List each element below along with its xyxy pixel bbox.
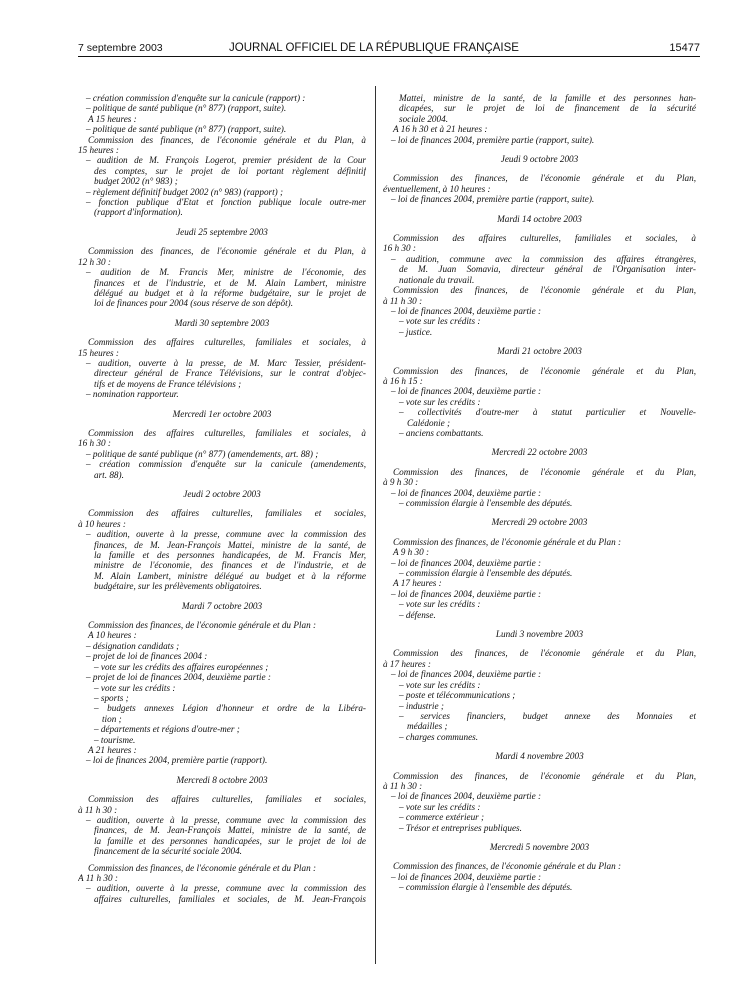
text-line: financement de la sécurité sociale 2004.: [94, 846, 242, 857]
text-line: Commission des affaires culturelles, familiales et sociales,: [88, 508, 366, 519]
text-line: – fonction publique d'Etat et fonction publique locale outre-mer: [86, 197, 366, 208]
text-line: – justice.: [399, 326, 433, 337]
section-date-heading: Mardi 21 octobre 2003: [497, 346, 582, 357]
text-line: – vote sur les crédits :: [94, 682, 176, 693]
text-line: A 16 h 30 et à 21 heures :: [393, 124, 488, 135]
text-line: à 17 heures :: [383, 658, 431, 669]
text-line: à 9 h 30 :: [383, 477, 419, 488]
text-line: à 11 h 30 :: [383, 295, 423, 306]
text-line: Commission des finances, de l'économie générale et du Plan :: [393, 861, 622, 872]
text-line: – vote sur les crédits :: [399, 316, 481, 327]
text-line: A 21 heures :: [88, 744, 137, 755]
text-line: 16 h 30 :: [78, 438, 111, 449]
text-line: – défense.: [399, 609, 436, 620]
text-line: à 11 h 30 :: [78, 804, 118, 815]
text-line: – vote sur les crédits des affaires européennes ;: [94, 661, 269, 672]
text-line: finances, de M. Jean-François Mattei, ministre de la santé, de: [94, 825, 366, 836]
text-line: – règlement définitif budget 2002 (n° 983) (rapport) ;: [86, 186, 284, 197]
section-date-heading: Mardi 14 octobre 2003: [497, 213, 582, 224]
text-line: – désignation candidats ;: [86, 640, 180, 651]
text-line: Commission des finances, de l'économie générale et du Plan,: [393, 770, 696, 781]
text-line: A 11 h 30 :: [78, 873, 118, 883]
text-line: – loi de finances 2004, première partie (rapport, suite).: [391, 194, 595, 205]
section-date-heading: Mercredi 8 octobre 2003: [176, 774, 268, 785]
text-line: Mattei, ministre de la santé, de la famille et des personnes han-: [399, 93, 696, 103]
text-line: – projet de loi de finances 2004, deuxième partie :: [86, 672, 271, 683]
text-line: – vote sur les crédits :: [399, 396, 481, 407]
text-line: – loi de finances 2004, deuxième partie :: [391, 791, 542, 802]
text-line: – politique de santé publique (n° 877) (rapport, suite).: [86, 103, 287, 114]
text-line: A 10 heures :: [88, 630, 137, 641]
text-line: – commission élargie à l'ensemble des députés.: [399, 498, 573, 508]
text-line: Commission des finances, de l'économie générale et du Plan :: [88, 620, 317, 631]
text-line: art. 88).: [94, 469, 124, 480]
text-line: Commission des finances, de l'économie générale et du Plan :: [393, 536, 622, 547]
header-rule: [78, 56, 700, 57]
text-line: – Trésor et entreprises publiques.: [399, 822, 522, 833]
text-line: finances et de l'industrie, et de M. Alain Lambert, ministre: [94, 277, 366, 288]
text-line: – nomination rapporteur.: [86, 389, 179, 400]
text-line: – loi de finances 2004, deuxième partie :: [391, 557, 542, 568]
text-line: Calédonie ;: [407, 417, 451, 428]
text-line: sociale 2004.: [399, 113, 448, 124]
text-line: – loi de finances 2004, deuxième partie :: [391, 588, 542, 599]
text-line: – politique de santé publique (n° 877) (amendements, art. 88) ;: [86, 448, 319, 459]
text-line: dicapées, sur le projet de loi de financement de la sécurité: [399, 103, 696, 114]
text-line: budget 2002 (n° 983) ;: [94, 176, 178, 187]
text-line: Commission des finances, de l'économie générale et du Plan,: [393, 365, 696, 376]
text-line: 12 h 30 :: [78, 256, 111, 267]
text-line: Commission des affaires culturelles, familiales et sociales, à: [88, 337, 366, 348]
text-line: – départements et régions d'outre-mer ;: [94, 724, 240, 735]
text-line: tion ;: [102, 713, 122, 724]
text-line: – collectivités d'outre-mer à statut particulier et Nouvelle-: [399, 407, 696, 418]
text-line: budgétaire, sur les prélèvements obligatoires.: [94, 581, 262, 592]
section-date-heading: Mercredi 1er octobre 2003: [172, 408, 272, 419]
text-line: 15 heures :: [78, 145, 119, 156]
text-line: délégué au budget et à la réforme budgétaire, sur le projet de: [94, 287, 366, 298]
text-line: – services financiers, budget annexe des Monnaies et: [399, 710, 696, 721]
text-line: Commission des finances, de l'économie générale et du Plan, à: [88, 134, 366, 145]
text-line: – anciens combattants.: [399, 427, 484, 438]
text-line: – sports ;: [94, 692, 129, 703]
text-line: – audition de M. François Logerot, premier président de la Cour: [86, 155, 366, 166]
text-line: – charges communes.: [399, 731, 479, 742]
section-date-heading: Mercredi 5 novembre 2003: [489, 841, 590, 852]
text-line: 15 heures :: [78, 347, 119, 358]
right-column: [383, 93, 696, 893]
text-line: directeur général de France Télévisions, sur le contrat d'objec-: [94, 368, 366, 379]
text-line: A 9 h 30 :: [393, 547, 430, 558]
text-line: – vote sur les crédits :: [399, 801, 481, 812]
text-line: – poste et télécommunications ;: [399, 690, 516, 701]
text-line: ministre de l'économie, des finances et de l'industrie, et de: [94, 560, 366, 571]
text-line: – loi de finances 2004, deuxième partie :: [391, 305, 542, 316]
text-line: Commission des finances, de l'économie générale et du Plan,: [393, 648, 696, 659]
text-line: la famille et des personnes handicapées, sur le projet de loi de: [94, 835, 366, 846]
column-divider: [375, 86, 376, 964]
text-line: – industrie ;: [399, 700, 444, 711]
text-line: – audition, ouverte à la presse, de M. Marc Tessier, président-: [86, 357, 366, 368]
text-line: 16 h 30 :: [383, 243, 416, 254]
text-line: – loi de finances 2004, première partie (rapport).: [86, 755, 268, 766]
text-line: à 16 h 15 :: [383, 375, 423, 386]
text-line: – loi de finances 2004, première partie (rapport, suite).: [391, 134, 595, 145]
text-line: Commission des finances, de l'économie générale et du Plan,: [393, 466, 696, 477]
left-column: [78, 93, 366, 904]
text-line: tifs et de moyens de France télévisions ;: [94, 378, 242, 389]
text-line: M. Alain Lambert, ministre délégué au budget et à la réforme: [94, 570, 366, 581]
section-date-heading: Mardi 4 novembre 2003: [495, 751, 584, 762]
text-line: – vote sur les crédits :: [399, 599, 481, 610]
text-line: – budgets annexes Légion d'honneur et ordre de la Libéra-: [94, 703, 366, 714]
text-line: – commerce extérieur ;: [399, 812, 485, 823]
text-line: – création commission d'enquête sur la canicule (rapport) :: [86, 93, 306, 103]
text-line: (rapport d'information).: [94, 207, 183, 218]
text-line: – commission élargie à l'ensemble des députés.: [399, 568, 573, 579]
text-line: – audition, ouverte à la presse, commune avec la commission des: [86, 529, 366, 540]
header-date: 7 septembre 2003: [78, 42, 163, 54]
text-line: – loi de finances 2004, deuxième partie :: [391, 669, 542, 680]
section-date-heading: Lundi 3 novembre 2003: [495, 629, 584, 640]
text-line: finances, de M. Jean-François Mattei, ministre de la santé, de: [94, 539, 366, 550]
text-line: – audition de M. Francis Mer, ministre de l'économie, des: [86, 267, 366, 278]
text-line: affaires culturelles, familiales et sociales, de M. Jean-François: [94, 893, 366, 904]
section-date-heading: Mercredi 22 octobre 2003: [491, 447, 588, 458]
text-line: – loi de finances 2004, deuxième partie :: [391, 487, 542, 498]
text-line: – loi de finances 2004, deuxième partie :: [391, 871, 542, 882]
text-line: – audition, ouverte à la presse, commune avec la commission des: [86, 814, 366, 825]
text-line: A 15 heures :: [88, 113, 137, 124]
text-line: Commission des finances, de l'économie générale et du Plan,: [393, 285, 696, 296]
text-line: Commission des finances, de l'économie générale et du Plan :: [88, 862, 317, 873]
text-line: loi de finances pour 2004 (sous réserve de son dépôt).: [94, 298, 294, 309]
text-line: à 11 h 30 :: [383, 780, 423, 791]
section-date-heading: Mercredi 29 octobre 2003: [491, 517, 588, 528]
text-line: Commission des affaires culturelles, familiales et sociales,: [88, 794, 366, 805]
text-line: – loi de finances 2004, deuxième partie :: [391, 386, 542, 397]
text-line: – audition, ouverte à la presse, commune avec la commission des: [86, 883, 366, 894]
section-date-heading: Jeudi 25 septembre 2003: [176, 226, 268, 237]
page-number: 15477: [669, 42, 700, 54]
text-line: – politique de santé publique (n° 877) (rapport, suite).: [86, 124, 287, 135]
section-date-heading: Jeudi 9 octobre 2003: [500, 154, 579, 165]
text-line: A 17 heures :: [393, 578, 442, 589]
text-line: nationale du travail.: [399, 274, 475, 285]
text-line: – vote sur les crédits :: [399, 679, 481, 690]
section-date-heading: Jeudi 2 octobre 2003: [183, 489, 261, 499]
text-line: éventuellement, à 10 heures :: [383, 183, 491, 194]
text-line: Commission des finances, de l'économie générale et du Plan, à: [88, 246, 366, 257]
text-line: – création commission d'enquête sur la canicule (amendements,: [86, 459, 366, 470]
journal-title: JOURNAL OFFICIEL DE LA RÉPUBLIQUE FRANÇAISE: [229, 42, 519, 54]
text-line: – commission élargie à l'ensemble des députés.: [399, 882, 573, 893]
text-line: Commission des affaires culturelles, familiales et sociales, à: [88, 427, 366, 438]
text-line: – audition, commune avec la commission des affaires étrangères,: [391, 253, 696, 264]
text-line: à 10 heures :: [78, 518, 126, 529]
text-line: des comptes, sur le projet de loi portant règlement définitif: [94, 165, 366, 176]
text-line: de M. Juan Somavia, directeur général de l'Organisation inter-: [399, 264, 696, 275]
text-line: Commission des finances, de l'économie générale et du Plan,: [393, 173, 696, 184]
section-date-heading: Mardi 30 septembre 2003: [174, 317, 270, 328]
section-date-heading: Mardi 7 octobre 2003: [181, 600, 263, 611]
text-line: – tourisme.: [94, 734, 136, 745]
text-line: médailles ;: [407, 721, 448, 732]
text-line: la famille et des personnes handicapées, de M. Francis Mer,: [94, 550, 366, 561]
text-line: – projet de loi de finances 2004 :: [86, 651, 208, 662]
text-line: Commission des affaires culturelles, familiales et sociales, à: [393, 233, 696, 244]
